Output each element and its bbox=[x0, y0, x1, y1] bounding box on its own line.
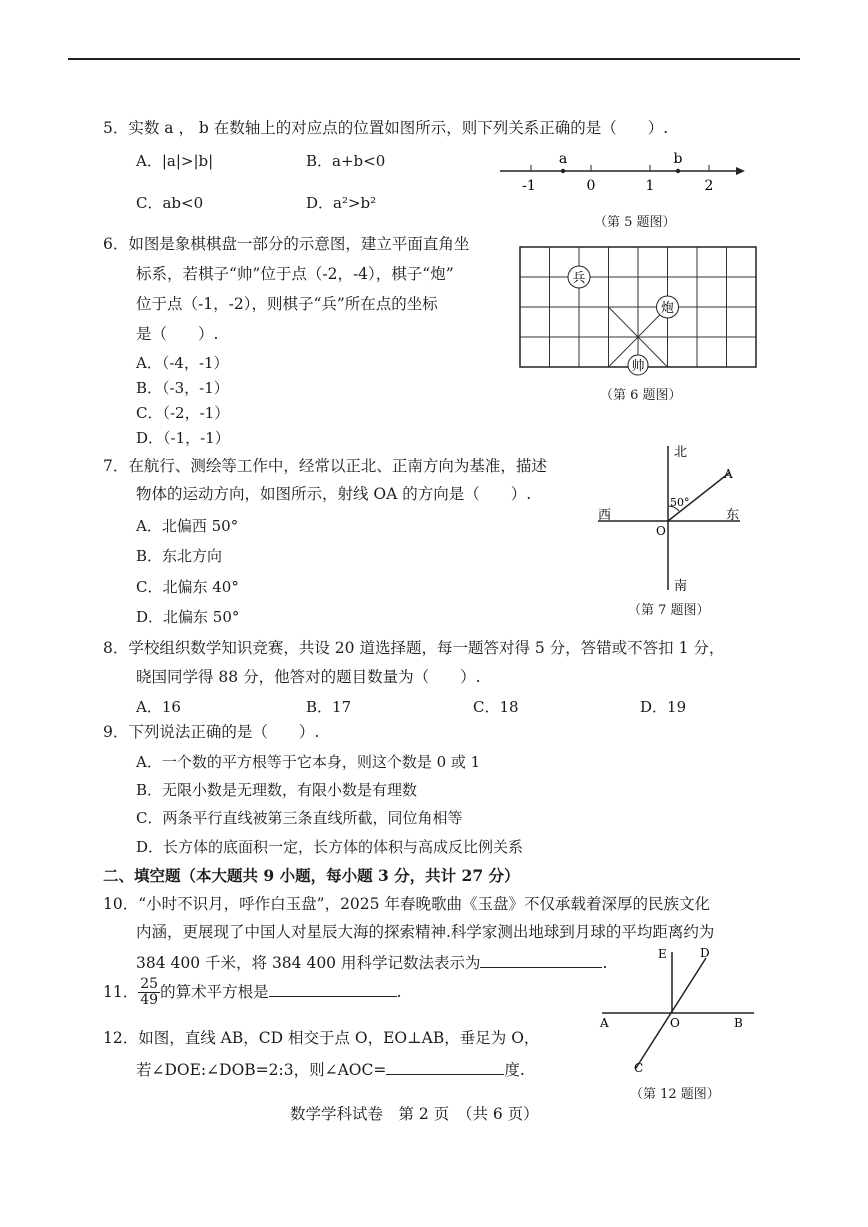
q5-number-line bbox=[495, 145, 755, 205]
q10-end: . bbox=[602, 954, 608, 972]
q11-row bbox=[103, 977, 402, 1009]
q12-end: 度. bbox=[504, 1061, 525, 1079]
q7-angle-label: 50° bbox=[670, 496, 690, 509]
q6-caption: （第 6 题图） bbox=[600, 388, 682, 403]
q7-stem-line-2: 物体的运动方向，如图所示，射线 OA 的方向是（ ）. bbox=[136, 485, 532, 503]
q12-label-o: O bbox=[670, 1016, 680, 1030]
q12-line-1: 12．如图，直线 AB，CD 相交于点 O，EO⊥AB，垂足为 O， bbox=[103, 1029, 540, 1047]
q11-end: . bbox=[396, 982, 402, 1001]
q7-label-south: 南 bbox=[674, 579, 688, 594]
q7-label-o: O bbox=[656, 524, 666, 538]
q10-answer-blank[interactable] bbox=[480, 951, 602, 968]
q12-line-2: 若∠DOE:∠DOB=2:3，则∠AOC= bbox=[136, 1061, 387, 1079]
q9-stem: 9．下列说法正确的是（ ）. bbox=[103, 723, 320, 741]
q12-label-b: B bbox=[734, 1016, 743, 1030]
q7-caption: （第 7 题图） bbox=[628, 603, 710, 618]
q12-answer-blank[interactable] bbox=[386, 1058, 504, 1075]
q7-option-b: B．东北方向 bbox=[136, 547, 223, 565]
q5-option-b: B．a+b<0 bbox=[306, 152, 386, 170]
q5-label-b: b bbox=[673, 151, 683, 167]
q5-tick-1: -1 bbox=[522, 178, 536, 194]
page-footer: 数学学科试卷 第 2 页 （共 6 页） bbox=[290, 1105, 539, 1123]
q9-option-b: B．无限小数是无理数，有限小数是有理数 bbox=[136, 781, 418, 799]
q7-label-north: 北 bbox=[674, 445, 688, 460]
q11-denominator: 49 bbox=[140, 992, 159, 1009]
q9-option-a: A．一个数的平方根等于它本身，则这个数是 0 或 1 bbox=[136, 753, 481, 771]
q6-option-d: D．（-1，-1） bbox=[136, 429, 230, 447]
q12-line-2-row bbox=[136, 1058, 525, 1082]
q8-option-c: C．18 bbox=[473, 698, 519, 716]
q6-piece-pao: 炮 bbox=[660, 301, 675, 316]
section-2-title: 二、填空题（本大题共 9 小题，每小题 3 分，共计 27 分） bbox=[103, 866, 520, 885]
q6-option-b: B．（-3，-1） bbox=[136, 379, 229, 397]
q8-stem-line-2: 晓国同学得 88 分，他答对的题目数量为（ ）. bbox=[136, 668, 481, 686]
q10-line-1: 10．“小时不识月，呼作白玉盘”，2025 年春晚歌曲《玉盘》不仅承载着深厚的民族文化 bbox=[103, 895, 710, 913]
q5-label-a: a bbox=[558, 151, 568, 167]
q10-line-2: 内涵，更展现了中国人对星辰大海的探索精神.科学家测出地球到月球的平均距离约为 bbox=[136, 923, 715, 941]
q8-option-d: D．19 bbox=[640, 698, 687, 716]
q7-label-a: A bbox=[724, 467, 733, 481]
q8-option-b: B．17 bbox=[306, 698, 352, 716]
q6-piece-bing: 兵 bbox=[572, 271, 586, 286]
q6-stem-line-1: 6．如图是象棋棋盘一部分的示意图，建立平面直角坐 bbox=[103, 235, 470, 253]
q7-option-d: D．北偏东 50° bbox=[136, 608, 240, 626]
q12-label-a: A bbox=[600, 1016, 609, 1030]
top-rule bbox=[68, 58, 800, 60]
q11-text: 的算术平方根是 bbox=[160, 982, 269, 1001]
q12-figure bbox=[594, 942, 764, 1078]
q7-stem-line-1: 7．在航行、测绘等工作中，经常以正北、正南方向为基准，描述 bbox=[103, 457, 547, 475]
q6-stem-line-2: 标系，若棋子“帅”位于点（-2，-4），棋子“炮” bbox=[136, 265, 454, 283]
q7-label-east: 东 bbox=[726, 508, 740, 523]
q7-option-a: A．北偏西 50° bbox=[136, 517, 239, 535]
q6-piece-shuai: 帅 bbox=[631, 359, 645, 374]
q12-label-d: D bbox=[700, 946, 710, 960]
q7-option-c: C．北偏东 40° bbox=[136, 578, 239, 596]
q5-tick-4: 2 bbox=[704, 178, 714, 194]
q9-option-c: C．两条平行直线被第三条直线所截，同位角相等 bbox=[136, 809, 463, 827]
q12-label-c: C bbox=[634, 1061, 644, 1075]
q6-chessboard bbox=[518, 245, 760, 377]
q6-stem-line-3: 位于点（-1，-2），则棋子“兵”所在点的坐标 bbox=[136, 295, 438, 313]
q6-stem-line-4: 是（ ）. bbox=[136, 325, 219, 343]
q11-fraction bbox=[138, 977, 160, 1009]
q9-option-d: D．长方体的底面积一定，长方体的体积与高成反比例关系 bbox=[136, 838, 524, 856]
q6-option-a: A．（-4，-1） bbox=[136, 354, 229, 372]
q5-option-d: D．a²>b² bbox=[306, 194, 377, 212]
q11-numerator: 25 bbox=[140, 976, 159, 992]
q7-label-west: 西 bbox=[598, 508, 612, 523]
q5-tick-3: 1 bbox=[645, 178, 655, 194]
q5-stem: 5．实数 a ， b 在数轴上的对应点的位置如图所示，则下列关系正确的是（ ）. bbox=[103, 119, 669, 137]
q5-option-a: A．|a|>|b| bbox=[136, 152, 214, 170]
q5-tick-2: 0 bbox=[586, 178, 596, 194]
q11-number: 11． bbox=[103, 982, 139, 1001]
q5-option-c: C．ab<0 bbox=[136, 194, 204, 212]
q5-caption: （第 5 题图） bbox=[594, 215, 676, 230]
q6-option-c: C．（-2，-1） bbox=[136, 404, 230, 422]
q12-caption: （第 12 题图） bbox=[630, 1087, 720, 1102]
q8-stem-line-1: 8．学校组织数学知识竞赛，共设 20 道选择题，每一题答对得 5 分，答错或不答扣 1 分， bbox=[103, 639, 725, 657]
q10-line-3: 384 400 千米，将 384 400 用科学记数法表示为 bbox=[136, 954, 481, 972]
q12-label-e: E bbox=[658, 947, 667, 961]
q7-compass-figure bbox=[592, 440, 752, 598]
q8-option-a: A．16 bbox=[136, 698, 181, 716]
q10-line-3-row bbox=[136, 951, 607, 975]
q11-answer-blank[interactable] bbox=[269, 980, 397, 997]
